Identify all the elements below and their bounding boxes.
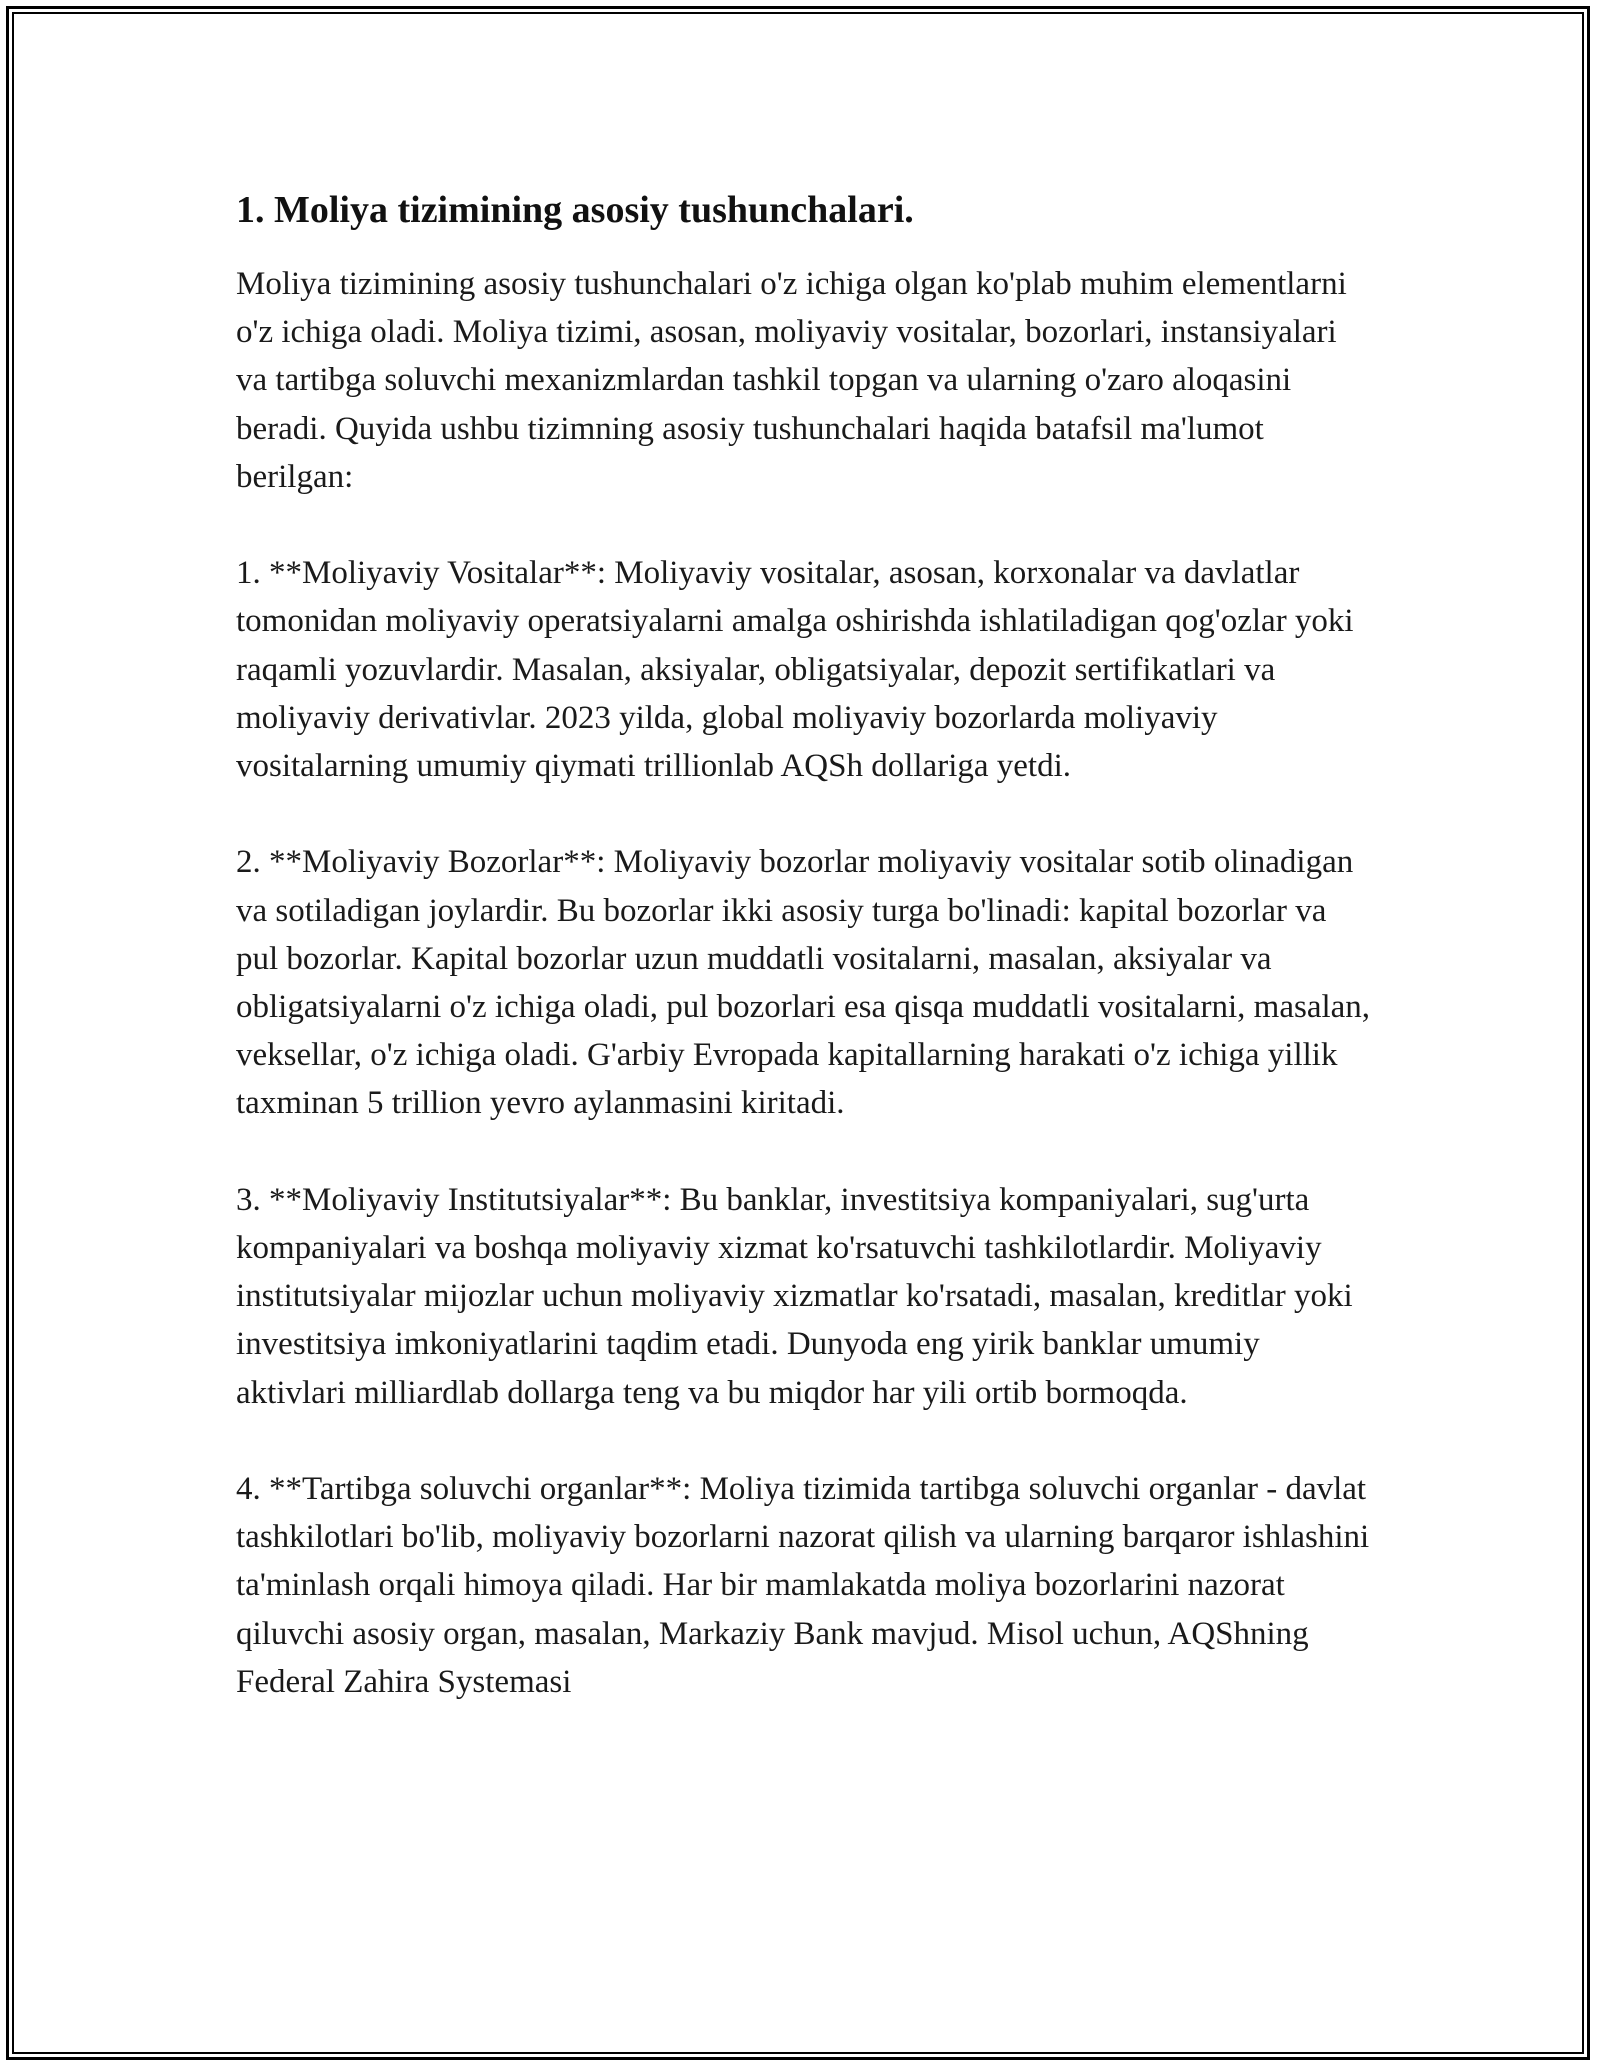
document-page <box>236 186 1376 1754</box>
intro-paragraph: Moliya tizimining asosiy tushunchalari o'z ichiga olgan ko'plab muhim elementlarni o'z ichiga oladi. Moliya tizimi, asosan, moliyaviy vositalar, bozorlari, instansiyalari va tartibga soluvchi mexanizmlardan tashkil topgan va ularning o'zaro aloqasini beradi. Quyida ushbu tizimning asosiy tushunchalari haqida batafsil ma'lumot berilgan: <box>236 266 1347 495</box>
paragraph-regulatory-bodies: 4. **Tartibga soluvchi organlar**: Moliya tizimida tartibga soluvchi organlar - davlat tashkilotlari bo'lib, moliyaviy bozorlarni nazorat qilish va ularning barqaror ishlashini ta'minlash orqali himoya qiladi. Har bir mamlakatda moliya bozorlarini nazorat qiluvchi asosiy organ, masalan, Markaziy Bank mavjud. Misol uchun, AQShning Federal Zahira Systemasi <box>236 1471 1370 1700</box>
paragraph-financial-markets: 2. **Moliyaviy Bozorlar**: Moliyaviy bozorlar moliyaviy vositalar sotib olinadigan va sotiladigan joylardir. Bu bozorlar ikki asosiy turga bo'linadi: kapital bozorlar va pul bozorlar. Kapital bozorlar uzun muddatli vositalarni, masalan, aksiyalar va obligatsiyalarni o'z ichiga oladi, pul bozorlari esa qisqa muddatli vositalarni, masalan, veksellar, o'z ichiga oladi. G'arbiy Evropada kapitallarning harakati o'z ichiga yillik taxminan 5 trillion yevro aylanmasini kiritadi. <box>236 844 1371 1122</box>
paragraph-financial-instruments: 1. **Moliyaviy Vositalar**: Moliyaviy vositalar, asosan, korxonalar va davlatlar tomonidan moliyaviy operatsiyalarni amalga oshirishda ishlatiladigan qog'ozlar yoki raqamli yozuvlardir. Masalan, aksiyalar, obligatsiyalar, depozit sertifikatlari va moliyaviy derivativlar. 2023 yilda, global moliyaviy bozorlarda moliyaviy vositalarning umumiy qiymati trillionlab AQSh dollariga yetdi. <box>236 555 1354 785</box>
paragraph-financial-institutions: 3. **Moliyaviy Institutsiyalar**: Bu banklar, investitsiya kompaniyalari, sug'urta kompaniyalari va boshqa moliyaviy xizmat ko'rsatuvchi tashkilotlardir. Moliyaviy institutsiyalar mijozlar uchun moliyaviy xizmatlar ko'rsatadi, masalan, kreditlar yoki investitsiya imkoniyatlarini taqdim etadi. Dunyoda eng yirik banklar umumiy aktivlari milliardlab dollarga teng va bu miqdor har yili ortib bormoqda. <box>236 1181 1353 1411</box>
section-heading: 1. Moliya tizimining asosiy tushunchalari. <box>236 189 914 231</box>
